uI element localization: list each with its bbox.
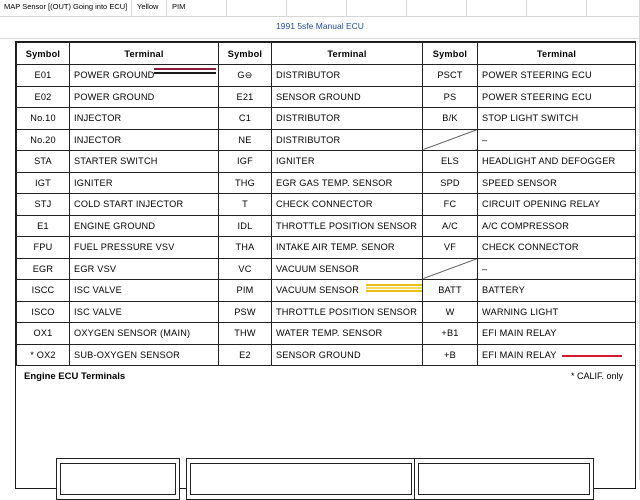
column-divider [526,0,527,16]
terminal-cell [70,323,219,345]
symbol-text: W [445,306,455,317]
terminal-text: EGR VSV [74,263,117,274]
symbol-text: PS [443,91,457,102]
terminal-cell [272,280,423,302]
header-symbol-3: Symbol [423,43,478,65]
terminal-cell [478,65,636,87]
terminal-text: POWER STEERING ECU [482,70,592,81]
symbol-cell [423,237,478,259]
terminal-text: SPEED SENSOR [482,177,557,188]
terminal-text: SENSOR GROUND [276,349,361,360]
symbol-cell [423,86,478,108]
terminal-cell [272,172,423,194]
terminal-cell [272,108,423,130]
terminal-text: POWER STEERING ECU [482,91,592,102]
symbol-text: IGF [237,156,253,167]
symbol-text: THW [234,328,256,339]
symbol-text: PSW [234,306,256,317]
terminal-cell [272,323,423,345]
terminal-cell [478,86,636,108]
spreadsheet-row-1 [0,0,640,17]
terminal-cell [478,301,636,323]
symbol-cell [17,237,70,259]
highlight-underline [154,68,216,70]
symbol-cell [17,129,70,151]
terminal-text: IGNITER [276,156,315,167]
symbol-text: A/C [442,220,458,231]
symbol-cell [423,323,478,345]
terminal-cell [70,86,219,108]
symbol-cell [17,65,70,87]
terminal-cell [70,215,219,237]
symbol-text: OX1 [33,328,53,339]
table-row [17,280,636,302]
terminal-text: FUEL PRESSURE VSV [74,242,175,253]
table-header-row [17,43,636,65]
table-row [17,237,636,259]
terminal-text: SENSOR GROUND [276,91,361,102]
symbol-cell [17,194,70,216]
symbol-cell [423,258,478,280]
symbol-text: ISCO [31,306,55,317]
terminal-cell [272,194,423,216]
symbol-cell [17,172,70,194]
symbol-cell [423,65,478,87]
terminal-text: A/C COMPRESSOR [482,220,570,231]
symbol-cell [219,237,272,259]
symbol-cell [219,172,272,194]
terminal-cell [70,237,219,259]
symbol-text: PIM [236,285,254,296]
ecu-terminal-image [15,41,636,489]
terminal-cell [478,344,636,366]
cell-a1[interactable]: MAP Sensor [(OUT) Going into ECU] [4,2,128,11]
symbol-cell [17,215,70,237]
symbol-cell [423,108,478,130]
column-divider [226,0,227,16]
symbol-cell [423,280,478,302]
symbol-cell [423,151,478,173]
column-divider [166,0,167,16]
terminal-text: THROTTLE POSITION SENSOR [276,220,418,231]
terminal-text: INTAKE AIR TEMP. SENOR [276,242,395,253]
symbol-text: BATT [438,285,462,296]
terminal-text: IGNITER [74,177,113,188]
terminal-cell [478,172,636,194]
symbol-cell [423,344,478,366]
symbol-text: FC [443,199,457,210]
symbol-text: FPU [33,242,53,253]
highlight-underline [154,72,216,74]
symbol-text: THG [235,177,255,188]
symbol-cell [219,194,272,216]
symbol-cell [17,108,70,130]
header-symbol-1: Symbol [17,43,70,65]
symbol-cell [423,172,478,194]
highlight-underline [366,287,422,289]
symbol-text: E02 [34,91,52,102]
terminal-text: EFI MAIN RELAY [482,350,557,360]
terminal-cell [478,129,636,151]
symbol-text: ISCC [31,285,55,296]
highlight-underline [366,284,422,286]
terminal-cell [70,258,219,280]
column-divider [346,0,347,16]
terminal-text: THROTTLE POSITION SENSOR [276,306,418,317]
table-row [17,194,636,216]
table-row [17,344,636,366]
table-row [17,301,636,323]
terminal-cell [272,86,423,108]
terminal-text: POWER GROUND [74,91,155,102]
terminal-cell [478,237,636,259]
terminal-cell [70,194,219,216]
header-terminal-3: Terminal [478,43,636,65]
symbol-text: NE [238,134,252,145]
table-row [17,215,636,237]
engine-ecu-terminals-title: Engine ECU Terminals [24,371,126,382]
terminal-text: POWER GROUND [74,70,155,80]
terminal-text: CHECK CONNECTOR [482,242,579,253]
column-divider [131,0,132,16]
connector-e [56,458,180,500]
terminal-text: STARTER SWITCH [74,156,158,167]
table-row [17,65,636,87]
calif-note: * CALIF. only [570,371,623,381]
terminal-cell [272,65,423,87]
symbol-text: +B1 [441,328,459,339]
terminal-cell [272,215,423,237]
terminal-text: – [482,134,488,145]
symbol-cell [219,215,272,237]
spreadsheet-row-2 [0,16,640,39]
terminal-cell [478,194,636,216]
terminal-text: VACUUM SENSOR [276,285,359,295]
terminal-text: STOP LIGHT SWITCH [482,113,579,124]
terminal-text: HEADLIGHT AND DEFOGGER [482,156,616,167]
terminal-cell [70,172,219,194]
connector-c [414,458,594,500]
sheet-title[interactable]: 1991 5sfe Manual ECU [276,21,364,31]
terminal-text: WATER TEMP. SENSOR [276,328,383,339]
terminal-text: DISTRIBUTOR [276,113,341,124]
terminal-text: OXYGEN SENSOR (MAIN) [74,328,191,339]
symbol-text: THA [235,242,255,253]
column-divider [286,0,287,16]
symbol-text: E1 [37,220,49,231]
terminal-text: CIRCUIT OPENING RELAY [482,199,601,210]
symbol-cell [423,301,478,323]
symbol-cell [17,301,70,323]
symbol-text: E21 [236,91,254,102]
symbol-text: VC [238,263,252,274]
table-row [17,172,636,194]
symbol-cell [219,301,272,323]
table-row [17,129,636,151]
symbol-text: VF [443,242,457,253]
terminal-text: INJECTOR [74,113,122,124]
ecu-terminal-table [16,42,636,366]
terminal-text: COLD START INJECTOR [74,199,184,210]
highlight-underline [366,290,422,292]
symbol-text: C1 [238,113,252,124]
symbol-cell [219,151,272,173]
symbol-cell [17,323,70,345]
symbol-text: STA [34,156,52,167]
cell-c1[interactable]: PIM [172,2,186,11]
symbol-cell [423,215,478,237]
symbol-cell [219,258,272,280]
symbol-text: E01 [34,70,52,81]
terminal-cell [478,258,636,280]
symbol-text: No.20 [30,134,56,145]
symbol-cell [219,344,272,366]
table-row [17,151,636,173]
terminal-text: – [482,263,488,274]
symbol-text: EGR [32,263,54,274]
connector-d [186,458,416,500]
header-symbol-2: Symbol [219,43,272,65]
symbol-cell [219,108,272,130]
symbol-text: E2 [239,349,251,360]
terminal-text: ENGINE GROUND [74,220,156,231]
terminal-cell [478,108,636,130]
symbol-text: ELS [441,156,459,167]
terminal-cell [70,280,219,302]
terminal-text: VACUUM SENSOR [276,263,360,274]
symbol-text: IGT [35,177,51,188]
terminal-cell [272,258,423,280]
terminal-cell [70,344,219,366]
highlight-underline [562,355,622,357]
symbol-cell [17,86,70,108]
terminal-cell [272,151,423,173]
symbol-cell [219,280,272,302]
terminal-cell [272,344,423,366]
column-divider [586,0,587,16]
terminal-cell [478,280,636,302]
terminal-cell [478,323,636,345]
terminal-text: SUB-OXYGEN SENSOR [74,349,181,360]
terminal-cell [70,129,219,151]
terminal-cell [272,129,423,151]
terminal-cell [478,151,636,173]
terminal-text: WARNING LIGHT [482,306,559,317]
terminal-text: DISTRIBUTOR [276,70,341,81]
terminal-cell [70,301,219,323]
header-terminal-2: Terminal [272,43,423,65]
terminal-text: CHECK CONNECTOR [276,199,373,210]
symbol-text: STJ [34,199,52,210]
terminal-text: BATTERY [482,285,525,296]
terminal-cell [478,215,636,237]
column-divider [406,0,407,16]
terminal-cell [272,237,423,259]
terminal-cell [272,301,423,323]
header-terminal-1: Terminal [70,43,219,65]
terminal-text: EFI MAIN RELAY [482,328,557,339]
symbol-cell [17,344,70,366]
table-row [17,323,636,345]
symbol-text: B/K [442,113,458,124]
symbol-cell [17,280,70,302]
terminal-cell [70,151,219,173]
symbol-cell [219,323,272,345]
terminal-text: ISC VALVE [74,285,122,296]
symbol-text: SPD [440,177,460,188]
symbol-text: No.10 [30,113,56,124]
symbol-cell [423,129,478,151]
symbol-text: T [242,199,248,210]
symbol-text: PSCT [437,70,463,81]
terminal-cell [70,108,219,130]
table-row [17,86,636,108]
terminal-text: DISTRIBUTOR [276,134,341,145]
terminal-text: ISC VALVE [74,306,122,317]
symbol-cell [17,151,70,173]
terminal-cell [70,65,219,87]
symbol-cell [17,258,70,280]
symbol-text: * OX2 [30,349,56,360]
cell-b1[interactable]: Yellow [137,2,159,11]
column-divider [466,0,467,16]
symbol-text: IDL [237,220,253,231]
symbol-cell [219,86,272,108]
table-row [17,258,636,280]
symbol-cell [423,194,478,216]
symbol-cell [219,65,272,87]
symbol-cell [219,129,272,151]
symbol-text: G⊖ [237,69,253,80]
table-row [17,108,636,130]
symbol-text: +B [444,349,456,360]
terminal-text: INJECTOR [74,134,122,145]
terminal-text: EGR GAS TEMP. SENSOR [276,177,393,188]
